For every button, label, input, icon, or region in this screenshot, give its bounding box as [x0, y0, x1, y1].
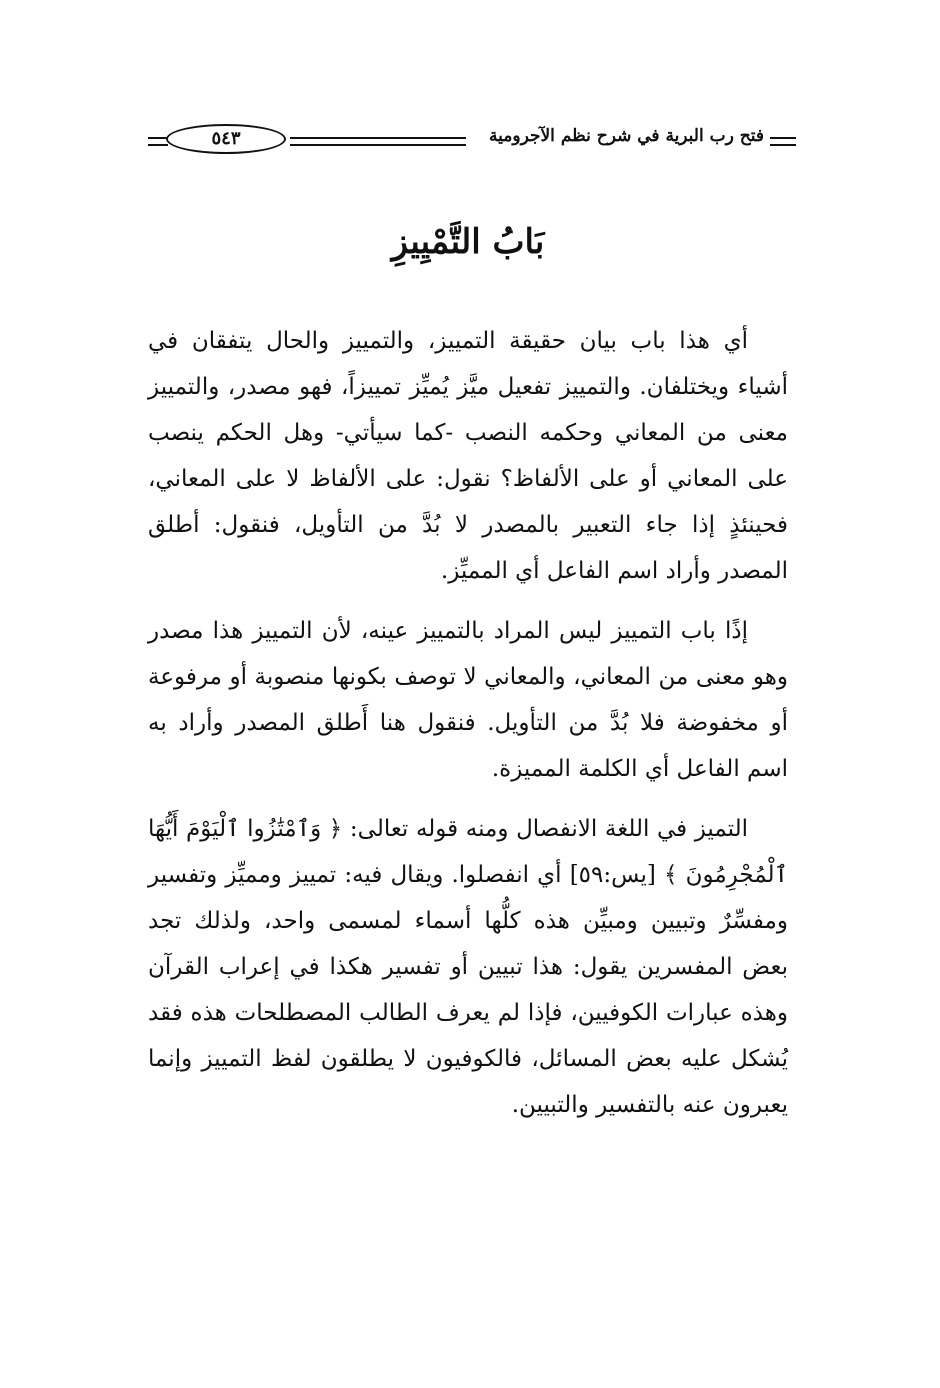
- page-header: [148, 118, 796, 158]
- paragraph-2: إذًا باب التمييز ليس المراد بالتمييز عينه، لأن التمييز هذا مصدر وهو معنى من المعاني، والمعاني لا توصف بكونها منصوبة أو مرفوعة أو مخفوضة فلا بُدَّ من التأويل. فنقول هنا أَطلق المصدر وأراد به اسم الفاعل أي الكلمة المميزة.: [148, 618, 788, 782]
- header-rule: [290, 137, 466, 146]
- page-number: ٥٤٣: [166, 124, 286, 154]
- header-left-rule: [148, 137, 168, 146]
- header-lead-rule: [770, 137, 796, 146]
- paragraph-3: التميز في اللغة الانفصال ومنه قوله تعالى: ﴿ وَٱمْتَٰزُوا ٱلْيَوْمَ أَيُّهَا ٱلْمُجْرِمُونَ ﴾ [يس:٥٩] أي انفصلوا. ويقال فيه: تمييز ومميِّز وتفسير ومفسِّرٌ وتبيين ومبيِّن هذه كلُّها أسماء لمسمى واحد، ولذلك تجد بعض المفسرين يقول: هذا تبيين أو تفسير هكذا في إعراب القرآن وهذه عبارات الكوفيين، فإذا لم يعرف الطالب المصطلحات هذه فقد يُشكل عليه بعض المسائل، فالكوفيون لا يطلقون لفظ التمييز وإنما يعبرون عنه بالتفسير والتبيين.: [148, 816, 788, 1118]
- body-text: [148, 318, 788, 1142]
- paragraph-1: أي هذا باب بيان حقيقة التمييز، والتمييز والحال يتفقان في أشياء ويختلفان. والتمييز تفعيل ميَّز يُميِّز تمييزاً، فهو مصدر، والتمييز معنى من المعاني وحكمه النصب -كما سيأتي- وهل الحكم ينصب على المعاني أو على الألفاظ؟ نقول: على الألفاظ لا على المعاني، فحينئذٍ إذا جاء التعبير بالمصدر لا بُدَّ من التأويل، فنقول: أطلق المصدر وأراد اسم الفاعل أي المميِّز.: [148, 328, 788, 584]
- chapter-title: بَابُ التَّمْيِيزِ: [391, 222, 545, 262]
- book-title: فتح رب البرية في شرح نظم الآجرومية: [489, 126, 764, 146]
